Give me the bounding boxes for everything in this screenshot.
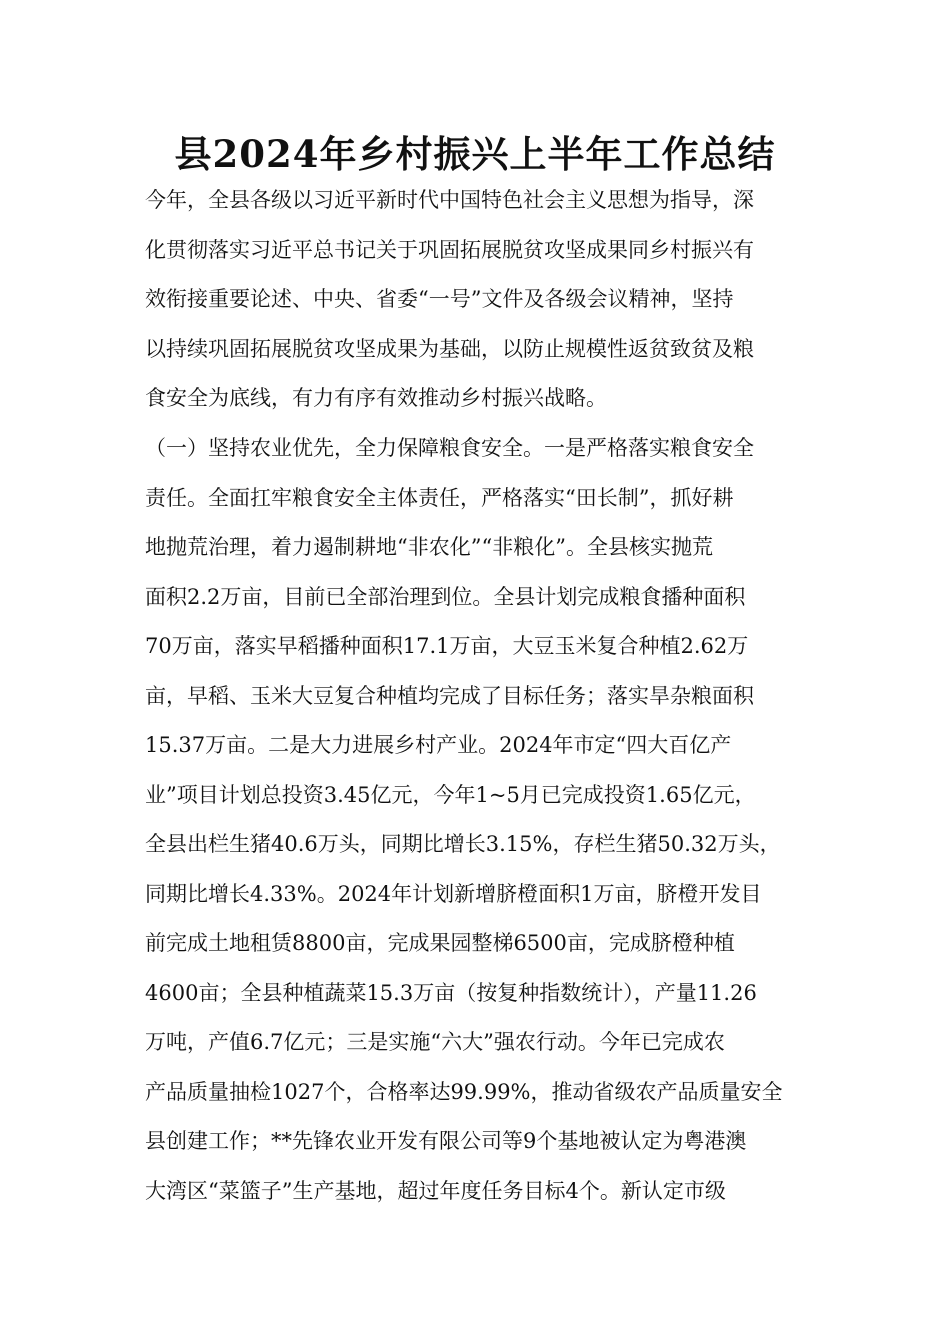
text-line: 同期比增长4.33%。2024年计划新增脐橙面积1万亩，脐橙开发目 xyxy=(145,881,762,906)
text-line: 万吨，产值6.7亿元；三是实施“六大”强农行动。今年已完成农 xyxy=(145,1030,725,1054)
text-line: 面积2.2万亩，目前已全部治理到位。全县计划完成粮食播种面积 xyxy=(145,584,746,609)
text-line: 70万亩，落实早稻播种面积17.1万亩，大豆玉米复合种植2.62万 xyxy=(145,634,749,658)
text-line: 效衔接重要论述、中央、省委“一号”文件及各级会议精神，坚持 xyxy=(145,287,734,311)
text-line: 前完成土地租赁8800亩，完成果园整梯6500亩，完成脐橙种植 xyxy=(145,931,735,955)
text-line: 4600亩；全县种植蔬菜15.3万亩（按复种指数统计），产量11.26 xyxy=(145,980,757,1005)
text-line: 15.37万亩。二是大力进展乡村产业。2024年市定“四大百亿产 xyxy=(145,733,732,757)
text-line: 亩，早稻、玉米大豆复合种植均完成了目标任务；落实旱杂粮面积 xyxy=(145,683,754,708)
text-line: （一）坚持农业优先，全力保障粮食安全。一是严格落实粮食安全 xyxy=(145,436,754,460)
text-line: 地抛荒治理，着力遏制耕地“非农化”“非粮化”。全县核实抛荒 xyxy=(145,535,713,559)
text-line: 责任。全面扛牢粮食安全主体责任，严格落实“田长制”，抓好耕 xyxy=(145,485,734,510)
text-line: 以持续巩固拓展脱贫攻坚成果为基础，以防止规模性返贫致贫及粮 xyxy=(145,336,754,361)
paragraph-intro xyxy=(145,176,807,424)
text-line: 业”项目计划总投资3.45亿元，今年1~5月已完成投资1.65亿元， xyxy=(145,782,756,807)
document-title: 县2024年乡村振兴上半年工作总结 xyxy=(174,132,776,176)
text-line: 产品质量抽检1027个，合格率达99.99%，推动省级农产品质量安全 xyxy=(145,1079,783,1104)
text-line: 食安全为底线，有力有序有效推动乡村振兴战略。 xyxy=(145,386,607,410)
text-line: 化贯彻落实习近平总书记关于巩固拓展脱贫攻坚成果同乡村振兴有 xyxy=(145,237,754,262)
text-line: 全县出栏生猪40.6万头，同期比增长3.15%，存栏生猪50.32万头， xyxy=(145,832,781,856)
text-line: 县创建工作；**先锋农业开发有限公司等9个基地被认定为粤港澳 xyxy=(145,1129,747,1153)
text-line: 大湾区“菜篮子”生产基地，超过年度任务目标4个。新认定市级 xyxy=(145,1178,726,1203)
paragraph-section-1 xyxy=(145,424,807,1216)
text-line: 今年，全县各级以习近平新时代中国特色社会主义思想为指导，深 xyxy=(145,188,754,212)
